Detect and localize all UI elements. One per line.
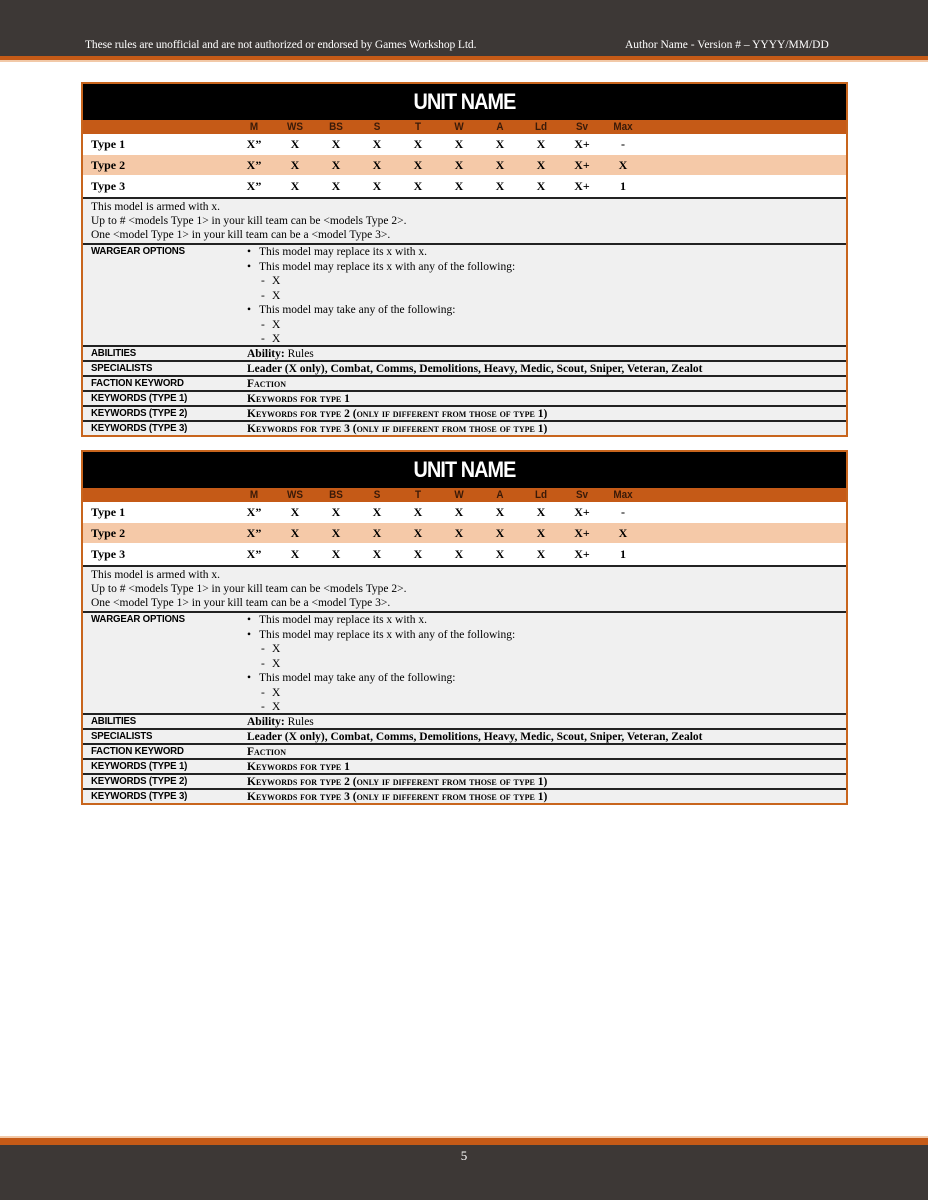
note-line: This model is armed with x. bbox=[91, 201, 221, 213]
wargear-option: • This model may replace its x with any of the following: bbox=[247, 628, 515, 643]
stat-header: M bbox=[249, 121, 259, 133]
faction-keyword-row bbox=[83, 743, 846, 758]
specialists-label: SPECIALISTS bbox=[91, 362, 153, 374]
stat-value: X bbox=[290, 179, 300, 193]
wargear-label: WARGEAR OPTIONS bbox=[91, 245, 185, 257]
stat-header: Sv bbox=[575, 121, 589, 133]
ability-text: Rules bbox=[287, 348, 314, 360]
stat-value: X” bbox=[246, 179, 262, 193]
faction-keyword-row bbox=[83, 375, 846, 390]
unit-notes bbox=[83, 197, 846, 243]
stat-value: X bbox=[413, 505, 423, 519]
keywords-type3-value: Keywords for type 3 (only if different from those of type 1) bbox=[247, 791, 548, 803]
stat-value: X bbox=[413, 179, 423, 193]
stat-value: X bbox=[536, 547, 546, 561]
unit-name-title: UNIT NAME bbox=[121, 84, 808, 120]
stat-row bbox=[83, 523, 846, 544]
disclaimer-text: These rules are unofficial and are not authorized or endorsed by Games Workshop Ltd. bbox=[85, 39, 477, 51]
stat-value: - bbox=[621, 505, 625, 519]
specialists-row bbox=[83, 728, 846, 743]
stat-value: X bbox=[495, 179, 505, 193]
stat-value: X bbox=[413, 526, 423, 540]
stat-header: Ld bbox=[534, 121, 548, 133]
stat-value: X bbox=[454, 158, 464, 172]
stat-value: X bbox=[331, 158, 341, 172]
stat-value: X bbox=[331, 547, 341, 561]
abilities-label: ABILITIES bbox=[91, 715, 137, 727]
stat-header-row bbox=[83, 488, 846, 502]
faction-keyword-label: FACTION KEYWORD bbox=[91, 745, 184, 757]
model-type-label: Type 3 bbox=[91, 179, 126, 193]
stat-value: X bbox=[290, 505, 300, 519]
stat-value: X bbox=[372, 526, 382, 540]
stat-value: X” bbox=[246, 526, 262, 540]
stat-row bbox=[83, 176, 846, 197]
wargear-section bbox=[83, 243, 846, 345]
keywords-type2-label: KEYWORDS (TYPE 2) bbox=[91, 775, 188, 787]
stat-value: X bbox=[618, 526, 628, 540]
keywords-type1-value: Keywords for type 1 bbox=[247, 761, 350, 773]
stat-value: X bbox=[495, 505, 505, 519]
stat-value: X bbox=[331, 179, 341, 193]
ability-name: Ability: bbox=[247, 716, 285, 728]
stat-value: X bbox=[413, 158, 423, 172]
stat-header: Max bbox=[613, 121, 633, 133]
keywords-type1-row bbox=[83, 390, 846, 405]
keywords-type1-label: KEYWORDS (TYPE 1) bbox=[91, 760, 188, 772]
author-version-text: Author Name - Version # – YYYY/MM/DD bbox=[625, 39, 829, 51]
stat-value: X bbox=[290, 526, 300, 540]
stat-header: A bbox=[496, 121, 504, 133]
stat-value: X+ bbox=[574, 505, 590, 519]
note-line: Up to # <models Type 1> in your kill team can be <models Type 2>. bbox=[91, 215, 407, 227]
stat-header: S bbox=[373, 489, 381, 501]
stat-header: BS bbox=[329, 121, 343, 133]
keywords-type3-value: Keywords for type 3 (only if different from those of type 1) bbox=[247, 423, 548, 435]
wargear-sub-option: - X bbox=[247, 289, 515, 304]
page-number: 5 bbox=[460, 1148, 468, 1163]
stat-header: WS bbox=[287, 121, 303, 133]
unit-card bbox=[81, 450, 848, 805]
wargear-sub-option: - X bbox=[247, 700, 515, 715]
wargear-section bbox=[83, 611, 846, 713]
stat-value: X bbox=[495, 158, 505, 172]
specialists-label: SPECIALISTS bbox=[91, 730, 153, 742]
stat-value: X” bbox=[246, 137, 262, 151]
stat-value: X bbox=[372, 158, 382, 172]
wargear-sub-option: - X bbox=[247, 332, 515, 347]
stat-value: X bbox=[372, 137, 382, 151]
stat-value: X bbox=[618, 158, 628, 172]
wargear-list bbox=[247, 245, 515, 347]
stat-value: X bbox=[454, 547, 464, 561]
stat-header: A bbox=[496, 489, 504, 501]
wargear-option: • This model may take any of the following: bbox=[247, 303, 515, 318]
stat-row bbox=[83, 134, 846, 155]
model-type-label: Type 2 bbox=[91, 526, 126, 540]
stat-header: BS bbox=[329, 489, 343, 501]
stat-header: WS bbox=[287, 489, 303, 501]
abilities-label: ABILITIES bbox=[91, 347, 137, 359]
faction-keyword-value: Faction bbox=[247, 378, 287, 390]
specialists-row bbox=[83, 360, 846, 375]
stat-value: X+ bbox=[574, 547, 590, 561]
model-type-label: Type 3 bbox=[91, 547, 126, 561]
keywords-type2-value: Keywords for type 2 (only if different from those of type 1) bbox=[247, 776, 548, 788]
stat-value: X bbox=[536, 179, 546, 193]
stat-value: X” bbox=[246, 547, 262, 561]
stat-value: X bbox=[331, 505, 341, 519]
stat-value: X bbox=[372, 179, 382, 193]
stat-value: X bbox=[495, 526, 505, 540]
note-line: One <model Type 1> in your kill team can be a <model Type 3>. bbox=[91, 229, 391, 241]
stat-value: X+ bbox=[574, 526, 590, 540]
stat-value: X bbox=[290, 137, 300, 151]
stat-value: 1 bbox=[620, 179, 626, 193]
wargear-sub-option: - X bbox=[247, 318, 515, 333]
unit-card bbox=[81, 82, 848, 437]
keywords-type2-value: Keywords for type 2 (only if different from those of type 1) bbox=[247, 408, 548, 420]
stat-value: X bbox=[454, 505, 464, 519]
stat-value: X bbox=[290, 547, 300, 561]
wargear-option: • This model may replace its x with x. bbox=[247, 613, 515, 628]
stat-value: X bbox=[331, 137, 341, 151]
unit-notes bbox=[83, 565, 846, 611]
stat-header: W bbox=[454, 489, 464, 501]
stat-value: X bbox=[536, 158, 546, 172]
stat-header: T bbox=[414, 121, 422, 133]
wargear-option: • This model may take any of the following: bbox=[247, 671, 515, 686]
model-type-label: Type 1 bbox=[91, 505, 126, 519]
stat-row bbox=[83, 155, 846, 176]
wargear-option: • This model may replace its x with any of the following: bbox=[247, 260, 515, 275]
stat-value: X bbox=[495, 137, 505, 151]
model-type-label: Type 2 bbox=[91, 158, 126, 172]
stat-value: X bbox=[290, 158, 300, 172]
stat-header: Ld bbox=[534, 489, 548, 501]
stat-value: X+ bbox=[574, 179, 590, 193]
specialists-value: Leader (X only), Combat, Comms, Demolitions, Heavy, Medic, Scout, Sniper, Veteran, Zealot bbox=[247, 363, 703, 375]
stat-value: X bbox=[454, 179, 464, 193]
stat-value: X” bbox=[246, 158, 262, 172]
unit-name-title: UNIT NAME bbox=[121, 452, 808, 488]
header-accent-stripe-light bbox=[0, 60, 928, 62]
stat-value: X bbox=[454, 526, 464, 540]
keywords-type1-value: Keywords for type 1 bbox=[247, 393, 350, 405]
keywords-type3-row bbox=[83, 788, 846, 803]
ability-text: Rules bbox=[287, 716, 314, 728]
stat-value: X+ bbox=[574, 158, 590, 172]
wargear-sub-option: - X bbox=[247, 274, 515, 289]
faction-keyword-label: FACTION KEYWORD bbox=[91, 377, 184, 389]
keywords-type1-label: KEYWORDS (TYPE 1) bbox=[91, 392, 188, 404]
wargear-label: WARGEAR OPTIONS bbox=[91, 613, 185, 625]
stat-value: X bbox=[413, 547, 423, 561]
stat-value: - bbox=[621, 137, 625, 151]
abilities-row bbox=[83, 713, 846, 728]
wargear-list bbox=[247, 613, 515, 715]
model-type-label: Type 1 bbox=[91, 137, 126, 151]
stat-header: S bbox=[373, 121, 381, 133]
stat-value: X bbox=[372, 505, 382, 519]
note-line: This model is armed with x. bbox=[91, 569, 221, 581]
footer-accent-stripe bbox=[0, 1138, 928, 1145]
stat-row bbox=[83, 502, 846, 523]
stat-value: X bbox=[372, 547, 382, 561]
stat-header: Sv bbox=[575, 489, 589, 501]
keywords-type3-label: KEYWORDS (TYPE 3) bbox=[91, 422, 188, 434]
stat-value: 1 bbox=[620, 547, 626, 561]
keywords-type2-label: KEYWORDS (TYPE 2) bbox=[91, 407, 188, 419]
stat-value: X bbox=[495, 547, 505, 561]
faction-keyword-value: Faction bbox=[247, 746, 287, 758]
stat-header: Max bbox=[613, 489, 633, 501]
note-line: Up to # <models Type 1> in your kill team can be <models Type 2>. bbox=[91, 583, 407, 595]
keywords-type3-label: KEYWORDS (TYPE 3) bbox=[91, 790, 188, 802]
stat-header: T bbox=[414, 489, 422, 501]
stat-value: X bbox=[536, 526, 546, 540]
stat-header-row bbox=[83, 120, 846, 134]
stat-header: W bbox=[454, 121, 464, 133]
keywords-type2-row bbox=[83, 773, 846, 788]
keywords-type3-row bbox=[83, 420, 846, 435]
stat-value: X” bbox=[246, 505, 262, 519]
wargear-option: • This model may replace its x with x. bbox=[247, 245, 515, 260]
wargear-sub-option: - X bbox=[247, 686, 515, 701]
ability-name: Ability: bbox=[247, 348, 285, 360]
abilities-row bbox=[83, 345, 846, 360]
wargear-sub-option: - X bbox=[247, 642, 515, 657]
stat-value: X bbox=[454, 137, 464, 151]
stat-value: X bbox=[536, 137, 546, 151]
stat-value: X bbox=[331, 526, 341, 540]
stat-value: X bbox=[536, 505, 546, 519]
keywords-type2-row bbox=[83, 405, 846, 420]
stat-value: X+ bbox=[574, 137, 590, 151]
page-header bbox=[0, 0, 928, 56]
specialists-value: Leader (X only), Combat, Comms, Demolitions, Heavy, Medic, Scout, Sniper, Veteran, Zealot bbox=[247, 731, 703, 743]
note-line: One <model Type 1> in your kill team can be a <model Type 3>. bbox=[91, 597, 391, 609]
wargear-sub-option: - X bbox=[247, 657, 515, 672]
stat-value: X bbox=[413, 137, 423, 151]
stat-row bbox=[83, 544, 846, 565]
keywords-type1-row bbox=[83, 758, 846, 773]
stat-header: M bbox=[249, 489, 259, 501]
